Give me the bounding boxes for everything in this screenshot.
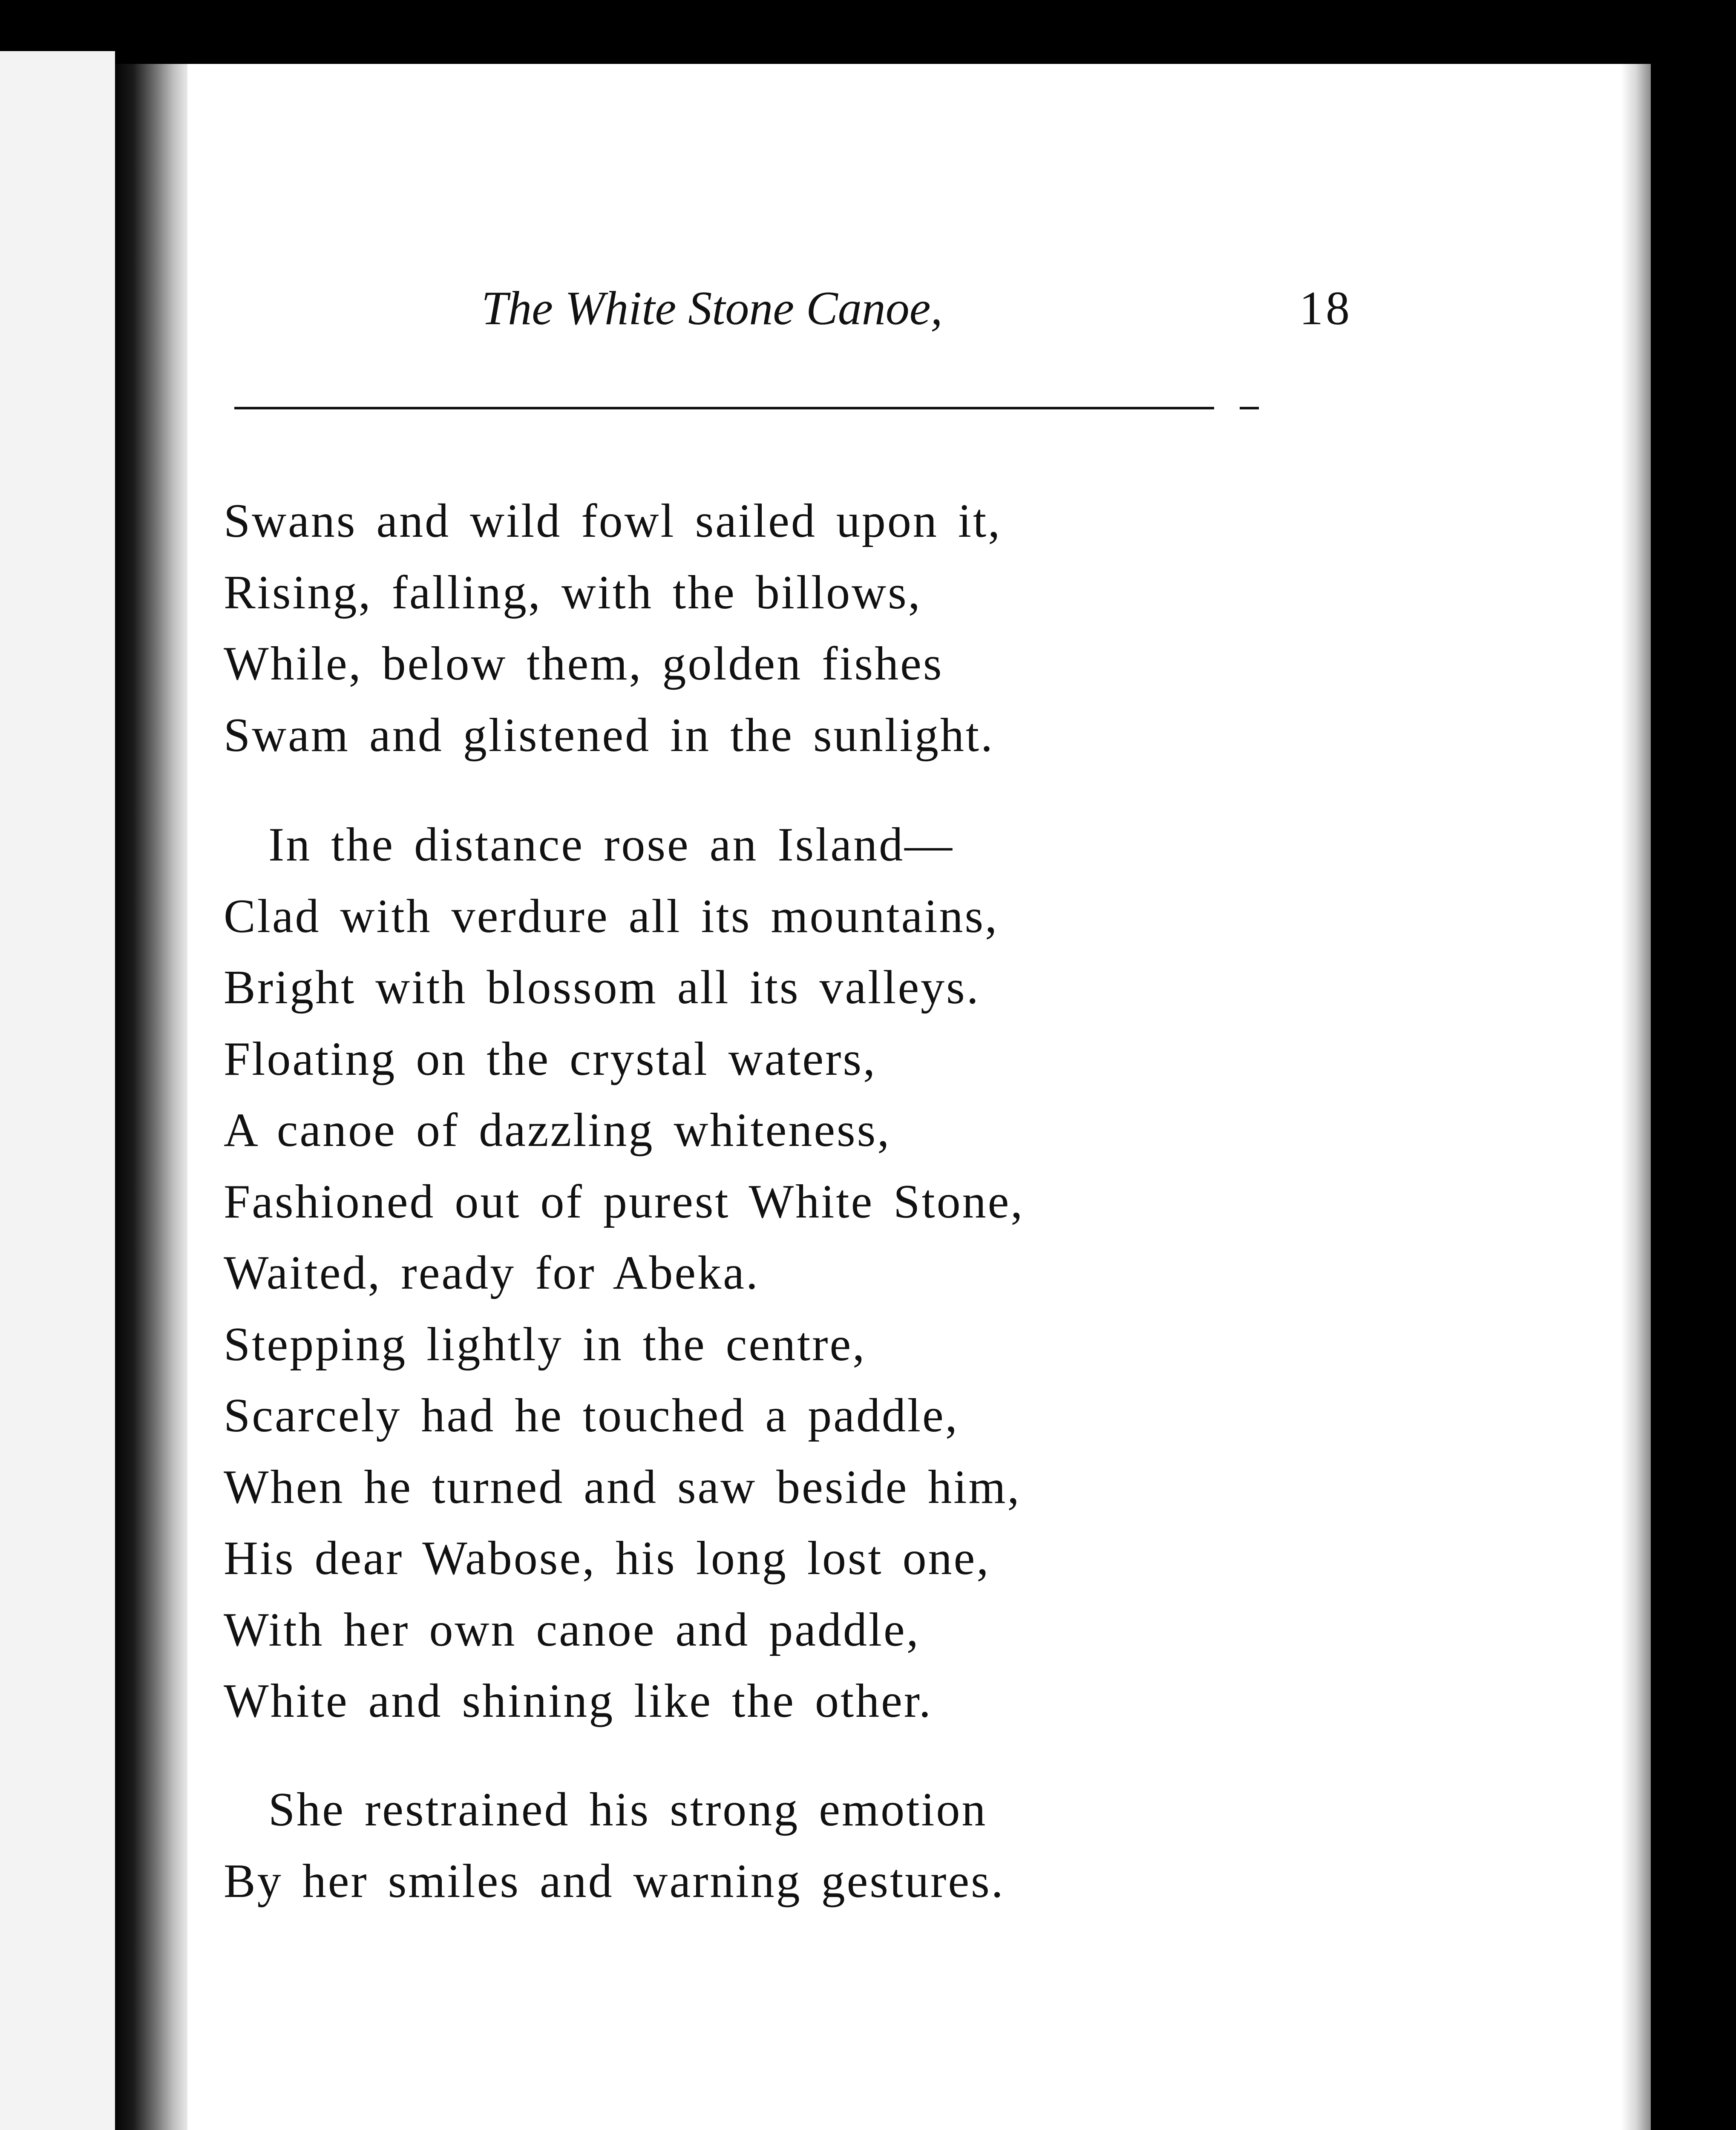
- poem-line: Floating on the crystal waters,: [224, 1032, 877, 1085]
- poem-line: His dear Wabose, his long lost one,: [224, 1532, 990, 1585]
- header-rule: [234, 407, 1214, 409]
- poem-line: When he turned and saw beside him,: [224, 1460, 1021, 1514]
- poem-line: White and shining like the other.: [224, 1675, 933, 1727]
- poem-line: Fashioned out of purest White Stone,: [224, 1175, 1025, 1228]
- poem-line: By her smiles and warning gestures.: [224, 1854, 1005, 1908]
- poem-line: Swam and glistened in the sunlight.: [224, 708, 994, 762]
- book-spine: [115, 64, 187, 2130]
- stanza: [224, 486, 1002, 771]
- poem-line: Stepping lightly in the centre,: [224, 1318, 867, 1371]
- header-rule-end: [1240, 407, 1259, 409]
- facing-page-edge: [0, 51, 115, 2130]
- poem-line: Swans and wild fowl sailed upon it,: [224, 495, 1002, 547]
- stanza: [224, 1774, 1005, 1917]
- poem-line: Clad with verdure all its mountains,: [224, 889, 999, 943]
- running-title: The White Stone Canoe,: [481, 282, 943, 335]
- poem-line: She restrained his strong emotion: [268, 1783, 987, 1836]
- poem-line: In the distance rose an Island—: [268, 818, 954, 871]
- poem-line: Scarcely had he touched a paddle,: [224, 1389, 959, 1442]
- poem-line: While, below them, golden fishes: [224, 637, 944, 690]
- poem-line: A canoe of dazzling whiteness,: [224, 1104, 891, 1157]
- poem-line: With her own canoe and paddle,: [224, 1603, 920, 1656]
- page-edge-shadow: [1621, 64, 1651, 2130]
- poem-line: Bright with blossom all its valleys.: [224, 961, 980, 1014]
- page-number: 18: [1299, 282, 1352, 335]
- stanza: [224, 809, 1024, 1737]
- poem-line: Waited, ready for Abeka.: [224, 1246, 760, 1299]
- poem-line: Rising, falling, with the billows,: [224, 566, 922, 619]
